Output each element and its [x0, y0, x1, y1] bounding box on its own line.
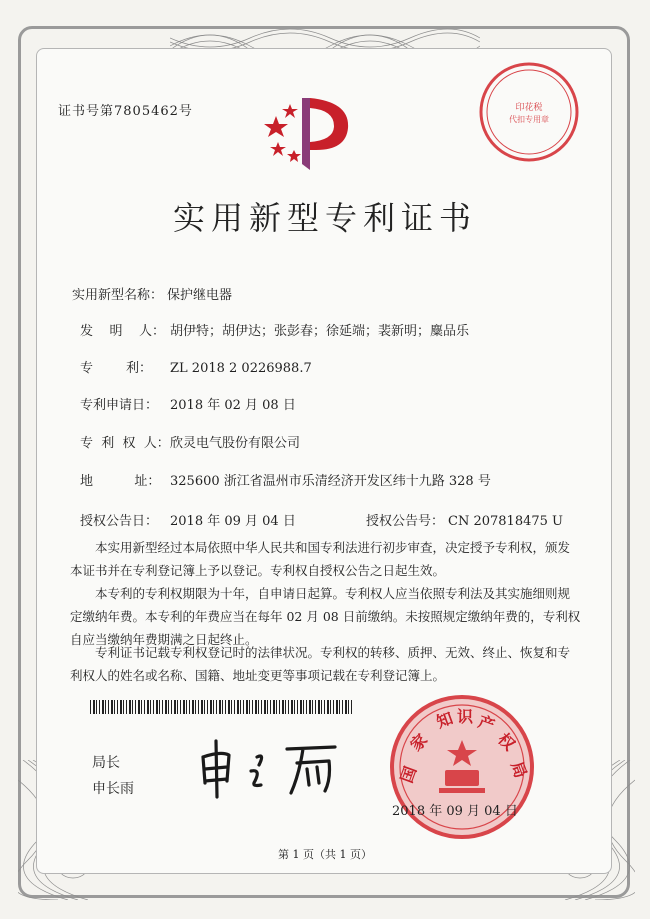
svg-text:权: 权: [494, 729, 519, 755]
svg-text:代扣专用章: 代扣专用章: [509, 115, 549, 124]
certificate-number: 证书号第7805462号: [58, 104, 193, 119]
patent-holder-label: 专 利 权 人：: [80, 436, 170, 451]
inventor-label: 发 明 人：: [80, 324, 166, 339]
paragraph-legal-status: 专利证书记载专利权登记时的法律状况。专利权的转移、质押、无效、终止、恢复和专利权人的姓名或名称、国籍、地址变更等事项记载在专利登记簿上。: [70, 645, 571, 683]
paragraph-grant-decision: 本实用新型经过本局依照中华人民共和国专利法进行初步审查，决定授予专利权，颁发本证书并在专利登记簿上予以登记。专利权自授权公告之日起生效。: [70, 540, 571, 578]
row-patent-number: [80, 357, 312, 376]
row-grant-date: [80, 510, 296, 529]
svg-text:产: 产: [475, 711, 498, 736]
row-utility-model-name: [72, 284, 232, 303]
filing-date-value: 2018 年 02 月 08 日: [170, 398, 296, 413]
grant-date-value: 2018 年 09 月 04 日: [170, 514, 296, 529]
patent-number-label: 专 利：: [80, 361, 153, 376]
svg-text:知: 知: [433, 708, 456, 732]
address-value: 325600 浙江省温州市乐清经济开发区纬十九路 328 号: [170, 474, 491, 489]
stamp-intellectual-property-office: [387, 692, 537, 842]
director-title: 局长: [92, 755, 120, 771]
svg-text:局: 局: [507, 758, 531, 781]
row-filing-date: [80, 394, 296, 413]
row-address: [80, 470, 491, 489]
patent-holder-value: 欣灵电气股份有限公司: [170, 436, 301, 451]
svg-text:国: 国: [396, 763, 421, 786]
utility-model-name-value: 保护继电器: [167, 288, 233, 303]
svg-text:家: 家: [406, 730, 432, 755]
row-inventor: [80, 320, 469, 339]
address-label: 地 址：: [80, 474, 161, 489]
row-patent-holder: [80, 432, 300, 451]
paragraph-patent-term: 本专利的专利权期限为十年，自申请日起算。专利权人应当依照专利法及其实施细则规定缴纳年费。本专利的年费应当在每年 02 月 08 日前缴纳。未按照规定缴纳年费的，专利权自应当缴纳年费期满之日起终止。: [70, 586, 581, 647]
utility-model-name-label: 实用新型名称：: [72, 288, 164, 303]
stamp-tax-seal: [477, 60, 581, 164]
grant-number-label: 授权公告号：: [366, 514, 445, 529]
director-name: 申长雨: [92, 781, 134, 797]
patent-office-logo: [258, 88, 358, 178]
certificate-title: 实用新型专利证书: [172, 199, 477, 237]
director-signature: [195, 735, 345, 805]
row-grant-number: [366, 510, 563, 529]
filing-date-label: 专利申请日：: [80, 398, 159, 413]
patent-number-value: ZL 2018 2 0226988.7: [170, 361, 312, 376]
stamp-date: 2018 年 09 月 04 日: [392, 804, 518, 819]
barcode: [90, 700, 352, 714]
inventor-value: 胡伊特；胡伊达；张彭春；徐延端；裴新明；麋品乐: [170, 324, 470, 339]
grant-number-value: CN 207818475 U: [448, 514, 563, 529]
grant-date-label: 授权公告日：: [80, 514, 159, 529]
page-number: 第 1 页（共 1 页）: [278, 848, 372, 861]
svg-text:印花税: 印花税: [515, 103, 543, 113]
svg-text:识: 识: [457, 707, 474, 726]
